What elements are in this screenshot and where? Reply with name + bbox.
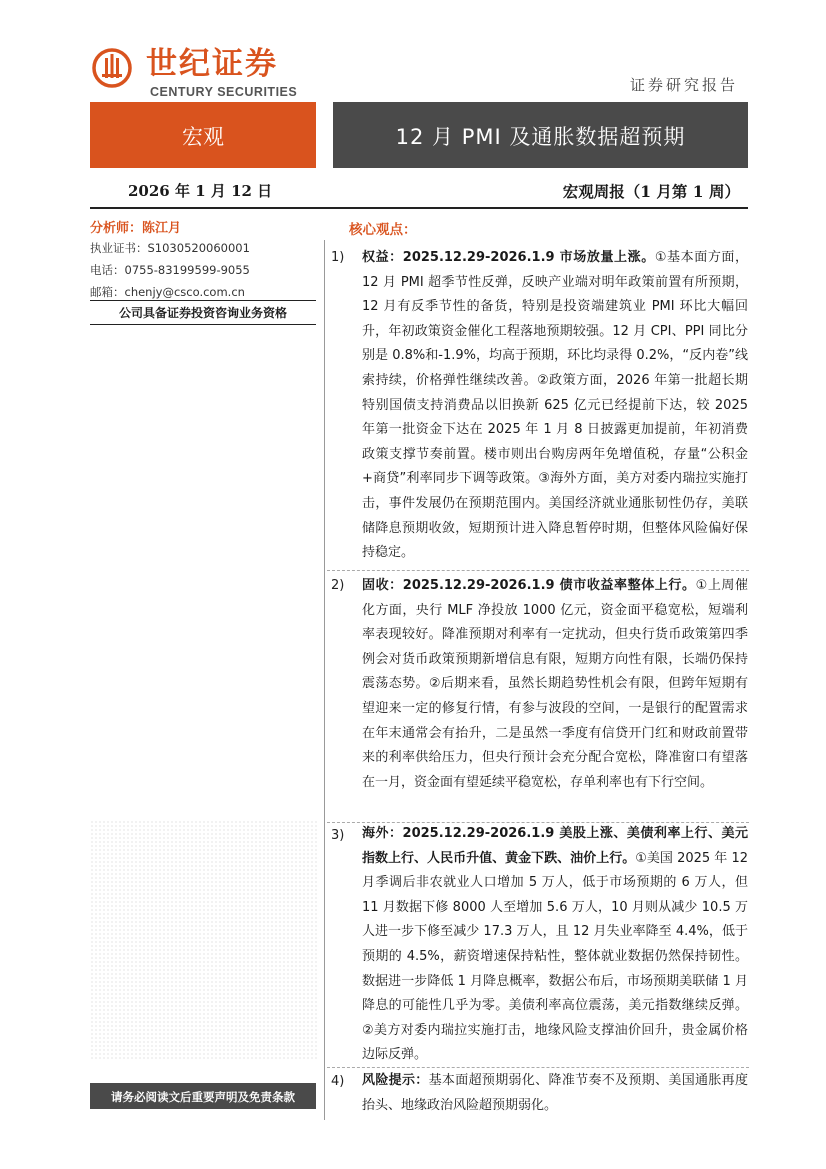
title-banner: [333, 102, 748, 168]
point-number: 4): [331, 1074, 345, 1089]
century-securities-logo-icon: [92, 48, 132, 88]
disclaimer-text: 请务必阅读文后重要声明及免责条款: [111, 1090, 295, 1104]
logo-text-cn: 世纪证券: [146, 46, 278, 82]
point-paragraph: [362, 574, 748, 795]
analyst-phone: 电话：0755-83199599-9055: [90, 263, 250, 277]
point-body: ①基本面方面，12 月 PMI 超季节性反弹，反映产业端对明年政策前置有所预期， 12 月有反季节性的备货，特别是投资端建筑业 PMI 环比大幅回升，年初政策资金催化工程落地预期较强。12 月 CPI、PPI 同比分别是 0.8%和-1.9%，均高于预期，环比均录得 0.2%，“反内卷”线索持续，价格弹性继续改善。②政策方面，2026 年第一批超长期特别国债支持消费品以旧换新 625 亿元已经提前下达，较 2025 年第一批资金下达在 2025 年 1 月 8 日披露更加提前，年初消费政策支撑节奏前置。楼市则出台购房两年免增值税，存量“公积金+商贷”利率同步下调等政策。③海外方面，美方对委内瑞拉实施打击，事件发展仍在预期范围内。美国经济就业通胀韧性仍存，美联储降息预期收敛，短期预计进入降息暂停时期，但整体风险偏好保持稳定。: [362, 250, 749, 561]
point-number: 2): [331, 578, 345, 593]
analyst-name: 分析师：陈江月: [90, 221, 182, 236]
qualification-rule-top: [90, 300, 316, 301]
point-paragraph: [362, 246, 748, 566]
core-views-heading: 核心观点：: [349, 222, 417, 238]
point-number: 1): [331, 250, 345, 265]
point-lead: 海外：2025.12.29-2026.1.9 美股上涨、美债利率上行、美元指数上行、人民币升值、黄金下跌、油价上行。: [362, 826, 748, 866]
point-lead: 固收：2025.12.29-2026.1.9 债市收益率整体上行。: [362, 578, 696, 593]
qualification-statement: 公司具备证券投资咨询业务资格: [118, 306, 287, 320]
point-body: ①美国 2025 年 12 月季调后非农就业人口增加 5 万人，低于市场预期的 6 万人，但 11 月数据下修 8000 人至增加 5.6 万人，10 月则从减少 10.5 万人进一步下修至减少 17.3 万人，且 12 月失业率降至 4.4%，低于预期的 4.5%，薪资增速保持粘性，整体就业数据仍然保持韧性。数据进一步降低 1 月降息概率，数据公布后，市场预期美联储 1 月降息的可能性几乎为零。美债利率高位震荡，美元指数继续反弹。②美方对委内瑞拉实施打击，地缘风险支撑油价回升，贵金属价格边际反弹。: [362, 850, 748, 1063]
point-lead: 风险提示：: [362, 1073, 429, 1088]
report-subtitle: 宏观周报（1 月第 1 周）: [562, 182, 740, 201]
point-separator: [327, 570, 749, 571]
report-date: 2026 年 1 月 12 日: [128, 182, 273, 200]
category-banner: [90, 102, 316, 168]
analyst-certificate: 执业证书：S1030520060001: [90, 241, 250, 255]
disclaimer-banner: [90, 1083, 316, 1109]
analyst-email: 邮箱：chenjy@csco.com.cn: [90, 285, 245, 299]
decorative-dot-pattern: [90, 820, 318, 1060]
logo-text-en: CENTURY SECURITIES: [150, 85, 298, 99]
header-divider: [90, 207, 748, 209]
point-separator: [327, 1067, 749, 1068]
point-paragraph: [362, 1069, 748, 1118]
point-paragraph: [362, 822, 748, 1068]
report-type-label: 证券研究报告: [630, 76, 739, 94]
report-title: 12 月 PMI 及通胀数据超预期: [395, 125, 686, 149]
content-divider-line: [324, 240, 325, 1120]
point-number: 3): [331, 828, 345, 843]
category-label: 宏观: [182, 125, 224, 149]
qualification-rule-bottom: [90, 324, 316, 325]
point-body: ①上周催化方面，央行 MLF 净投放 1000 亿元，资金面平稳宽松，短端利率表现较好。降准预期对利率有一定扰动，但央行货币政策第四季例会对货币政策预期新增信息有限，短期方向性有限，长端仍保持震荡态势。②后期来看，虽然长期趋势性机会有限，但跨年短期有望迎来一定的修复行情，有参与波段的空间，一是银行的配置需求在年末通常会有抬升，二是虽然一季度有信贷开门红和财政前置带来的利率供给压力，但央行预计会充分配合宽松，降准窗口有望落在一月，资金面有望延续平稳宽松，存单利率也有下行空间。: [362, 578, 749, 790]
point-lead: 权益：2025.12.29-2026.1.9 市场放量上涨。: [362, 250, 655, 265]
point-body: 基本面超预期弱化、降准节奏不及预期、美国通胀再度抬头、地缘政治风险超预期弱化。: [362, 1073, 748, 1113]
